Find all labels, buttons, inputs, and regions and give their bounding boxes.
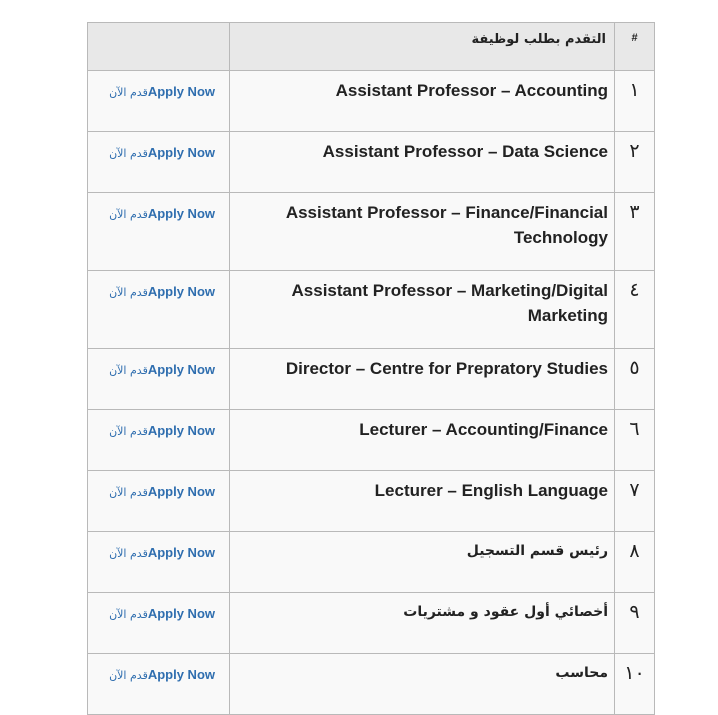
apply-now-link[interactable]	[105, 545, 215, 560]
apply-label-en: Apply Now	[147, 545, 215, 560]
apply-now-link[interactable]	[105, 84, 215, 99]
table-header-row	[88, 23, 655, 71]
job-title: محاسب	[230, 654, 615, 715]
job-title: Assistant Professor – Marketing/Digital Marketing	[230, 271, 615, 349]
apply-now-link[interactable]	[105, 362, 215, 377]
apply-cell	[88, 593, 230, 654]
job-title: Assistant Professor – Accounting	[230, 71, 615, 132]
apply-cell	[88, 71, 230, 132]
row-number: ١٠	[615, 654, 655, 715]
apply-label-en: Apply Now	[147, 206, 215, 221]
apply-now-link[interactable]	[105, 423, 215, 438]
table-row	[88, 71, 655, 132]
apply-label-ar: قدم الآن	[109, 364, 148, 377]
jobs-table	[87, 22, 655, 715]
table-row	[88, 410, 655, 471]
table-row	[88, 132, 655, 193]
apply-label-en: Apply Now	[147, 145, 215, 160]
job-title: Assistant Professor – Data Science	[230, 132, 615, 193]
job-title: أخصائي أول عقود و مشتريات	[230, 593, 615, 654]
table-row	[88, 532, 655, 593]
row-number: ٣	[615, 193, 655, 271]
apply-label-ar: قدم الآن	[109, 208, 148, 221]
apply-cell	[88, 532, 230, 593]
row-number: ٢	[615, 132, 655, 193]
table-row	[88, 593, 655, 654]
header-number: #	[615, 23, 655, 71]
row-number: ٩	[615, 593, 655, 654]
apply-cell	[88, 349, 230, 410]
apply-label-ar: قدم الآن	[109, 147, 148, 160]
apply-cell	[88, 132, 230, 193]
apply-label-ar: قدم الآن	[109, 86, 148, 99]
job-title: Director – Centre for Prepratory Studies	[230, 349, 615, 410]
row-number: ٨	[615, 532, 655, 593]
apply-cell	[88, 654, 230, 715]
apply-label-en: Apply Now	[147, 484, 215, 499]
table-row	[88, 193, 655, 271]
apply-label-en: Apply Now	[147, 84, 215, 99]
row-number: ٤	[615, 271, 655, 349]
apply-label-ar: قدم الآن	[109, 669, 148, 682]
apply-now-link[interactable]	[105, 206, 215, 221]
row-number: ٧	[615, 471, 655, 532]
apply-label-en: Apply Now	[147, 284, 215, 299]
job-title: Lecturer – Accounting/Finance	[230, 410, 615, 471]
job-title: Lecturer – English Language	[230, 471, 615, 532]
apply-now-link[interactable]	[105, 145, 215, 160]
apply-now-link[interactable]	[105, 284, 215, 299]
table-row	[88, 271, 655, 349]
table-row	[88, 349, 655, 410]
row-number: ١	[615, 71, 655, 132]
apply-label-en: Apply Now	[147, 423, 215, 438]
row-number: ٦	[615, 410, 655, 471]
job-title: رئيس قسم التسجيل	[230, 532, 615, 593]
apply-label-ar: قدم الآن	[109, 608, 148, 621]
apply-label-en: Apply Now	[147, 667, 215, 682]
apply-now-link[interactable]	[105, 606, 215, 621]
apply-label-ar: قدم الآن	[109, 286, 148, 299]
apply-now-link[interactable]	[105, 667, 215, 682]
header-apply	[88, 23, 230, 71]
table-row	[88, 471, 655, 532]
table-row	[88, 654, 655, 715]
apply-label-ar: قدم الآن	[109, 486, 148, 499]
header-title: التقدم بطلب لوظيفة	[230, 23, 615, 71]
row-number: ٥	[615, 349, 655, 410]
job-title: Assistant Professor – Finance/Financial Technology	[230, 193, 615, 271]
apply-cell	[88, 410, 230, 471]
apply-cell	[88, 193, 230, 271]
apply-label-ar: قدم الآن	[109, 425, 148, 438]
apply-now-link[interactable]	[105, 484, 215, 499]
apply-label-en: Apply Now	[147, 362, 215, 377]
apply-cell	[88, 471, 230, 532]
apply-cell	[88, 271, 230, 349]
apply-label-en: Apply Now	[147, 606, 215, 621]
apply-label-ar: قدم الآن	[109, 547, 148, 560]
